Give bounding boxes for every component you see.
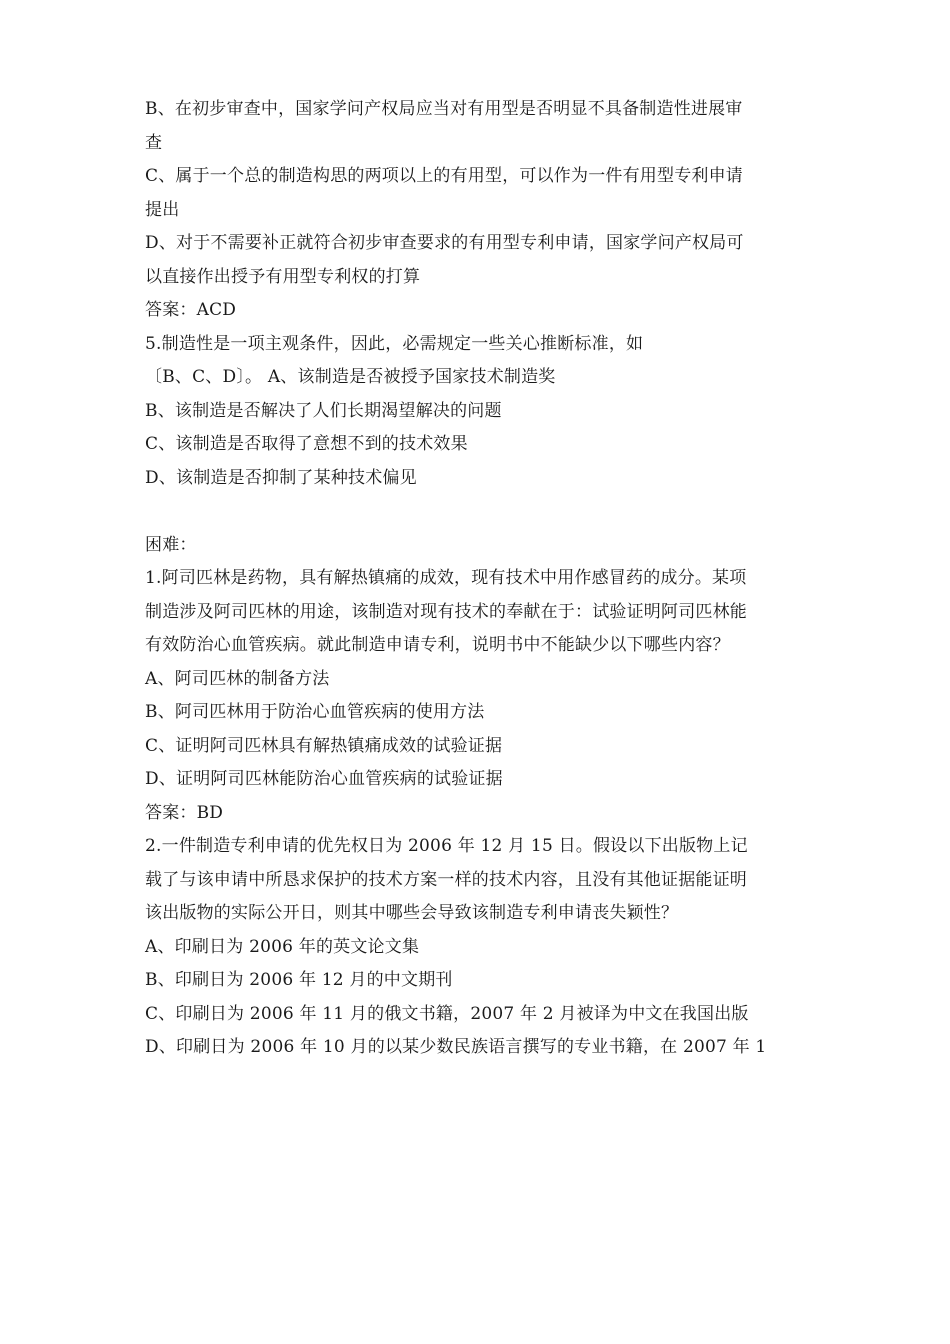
hard-question-2-option-a: A、印刷日为 2006 年的英文论文集 bbox=[145, 936, 420, 957]
section-heading-difficult: 困难： bbox=[145, 534, 197, 555]
option-c-line-1: C、属于一个总的制造构思的两项以上的有用型，可以作为一件有用型专利申请 bbox=[145, 166, 744, 186]
option-c-line-2: 提出 bbox=[145, 199, 180, 220]
question-5-line-2: 〔B、C、D〕。 A、该制造是否被授予国家技术制造奖 bbox=[145, 367, 556, 387]
hard-question-1-line-3: 有效防治心血管疾病。就此制造申请专利，说明书中不能缺少以下哪些内容？ bbox=[145, 635, 730, 655]
hard-question-2-option-c: C、印刷日为 2006 年 11 月的俄文书籍，2007 年 2 月被译为中文在我国出版 bbox=[145, 1003, 749, 1024]
hard-question-1-option-b: B、阿司匹林用于防治心血管疾病的使用方法 bbox=[145, 702, 485, 722]
hard-question-1-option-c: C、证明阿司匹林具有解热镇痛成效的试验证据 bbox=[145, 735, 503, 756]
hard-question-1-answer: 答案：BD bbox=[145, 802, 224, 823]
document-body bbox=[145, 93, 815, 1065]
hard-question-1-line-1: 1.阿司匹林是药物，具有解热镇痛的成效，现有技术中用作感冒药的成分。某项 bbox=[145, 568, 747, 588]
question-5-option-b: B、该制造是否解决了人们长期渴望解决的问题 bbox=[145, 400, 502, 421]
question-5-option-d: D、该制造是否抑制了某种技术偏见 bbox=[145, 467, 417, 488]
option-b-line-1: B、在初步审查中，国家学问产权局应当对有用型是否明显不具备制造性进展审 bbox=[145, 99, 743, 119]
hard-question-1-line-2: 制造涉及阿司匹林的用途，该制造对现有技术的奉献在于：试验证明阿司匹林能 bbox=[145, 601, 747, 622]
hard-question-2-line-3: 该出版物的实际公开日，则其中哪些会导致该制造专利申请丧失颖性？ bbox=[145, 903, 679, 923]
hard-question-2-option-b: B、印刷日为 2006 年 12 月的中文期刊 bbox=[145, 970, 453, 990]
hard-question-2-line-1: 2.一件制造专利申请的优先权日为 2006 年 12 月 15 日。假设以下出版物上记 bbox=[145, 836, 748, 856]
option-d-line-1: D、对于不需要补正就符合初步审查要求的有用型专利申请，国家学问产权局可 bbox=[145, 233, 744, 253]
hard-question-1-option-d: D、证明阿司匹林能防治心血管疾病的试验证据 bbox=[145, 769, 503, 789]
blank-line bbox=[145, 495, 815, 529]
hard-question-1-option-a: A、阿司匹林的制备方法 bbox=[145, 668, 330, 689]
answer-line: 答案：ACD bbox=[145, 300, 237, 320]
option-b-line-2: 查 bbox=[145, 132, 163, 153]
option-d-line-2: 以直接作出授予有用型专利权的打算 bbox=[145, 266, 421, 287]
hard-question-2-option-d: D、印刷日为 2006 年 10 月的以某少数民族语言撰写的专业书籍，在 2007 年 1 bbox=[145, 1037, 767, 1057]
hard-question-2-line-2: 载了与该申请中所恳求保护的技术方案一样的技术内容，且没有其他证据能证明 bbox=[145, 869, 747, 890]
question-5-line-1: 5.制造性是一项主观条件，因此，必需规定一些关心推断标准，如 bbox=[145, 333, 644, 354]
question-5-option-c: C、该制造是否取得了意想不到的技术效果 bbox=[145, 434, 468, 454]
